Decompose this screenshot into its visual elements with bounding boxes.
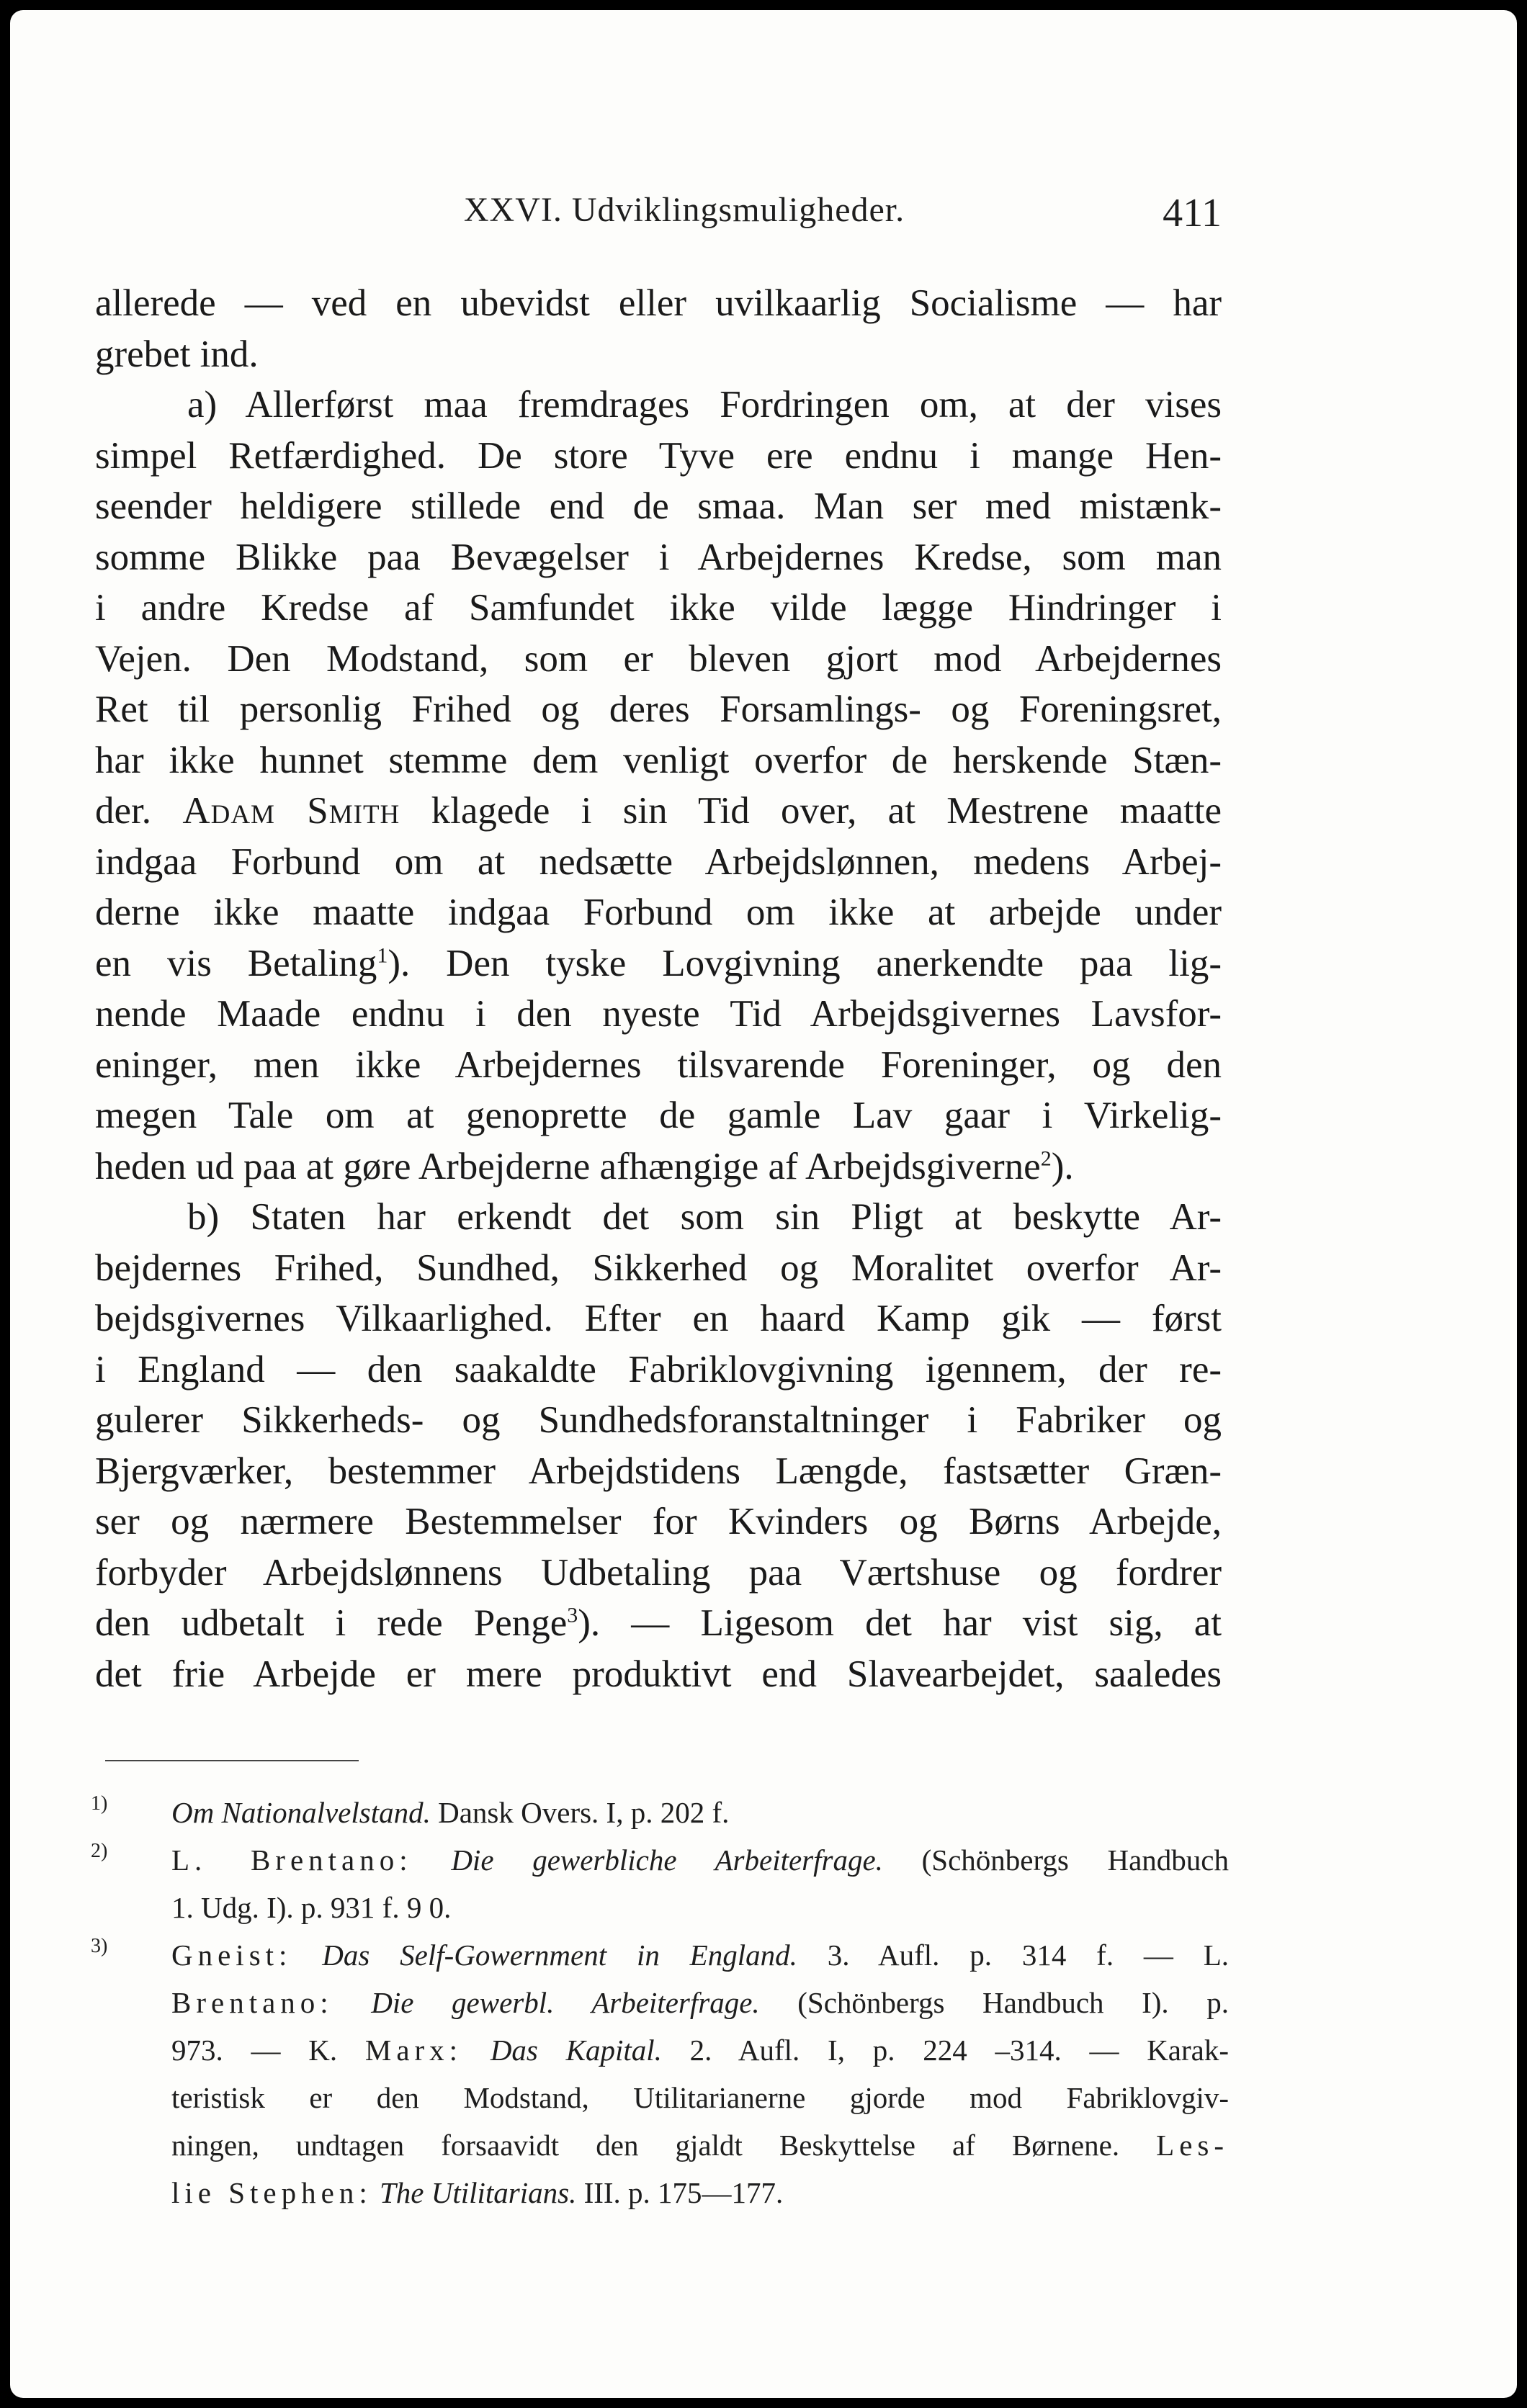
footnote-ref: 1 (377, 943, 388, 967)
text-line: somme Blikke paa Bevægelser i Arbejdernes Kredse, som man (95, 536, 1222, 578)
footnote-line: 1. Udg. I). p. 931 f. 9 0. (171, 1891, 452, 1924)
text-line: gulerer Sikkerheds- og Sundhedsforanstaltninger i Fabriker og (95, 1399, 1222, 1441)
text-line: eninger, men ikke Arbejdernes tilsvarende Foreninger, og den (95, 1043, 1222, 1086)
text-line: i andre Kredse af Samfundet ikke vilde lægge Hindringer i (95, 587, 1222, 629)
text-fragment: heden ud paa at gøre Arbejderne afhængige af Arbejdsgiverne (95, 1145, 1041, 1187)
footnote-line (171, 1789, 1229, 1836)
running-head (104, 190, 1222, 241)
body-text (95, 278, 1222, 1699)
text-line: i England — den saakaldte Fabriklovgivning igennem, der re- (95, 1348, 1222, 1391)
footnote-ref: 2 (1040, 1146, 1052, 1170)
text-line (95, 1598, 1222, 1649)
footnote-ref: 3 (567, 1603, 578, 1627)
book-title: Das Self-Gowernment in England. (322, 1938, 797, 1972)
author-name: Gneist: (171, 1938, 292, 1972)
book-title: Om Nationalvelstand. (171, 1796, 431, 1829)
footnote-mark: 1) (91, 1792, 108, 1815)
text-fragment: der. (95, 790, 151, 832)
text-line: grebet ind. (95, 333, 259, 375)
text-fragment: Dansk Overs. I, p. 202 f. (438, 1796, 730, 1829)
text-line (95, 938, 1222, 989)
book-title: Das Kapital. (490, 2034, 662, 2067)
footnote-3 (91, 1931, 1229, 2216)
author-name: Marx: (364, 2034, 463, 2067)
text-line: Ret til personlig Frihed og deres Forsamlings- og Foreningsret, (95, 688, 1222, 730)
text-fragment: ). (1051, 1145, 1074, 1187)
footnote-1 (91, 1789, 1229, 1836)
text-line: allerede — ved en ubevidst eller uvilkaarlig Socialisme — har (95, 282, 1222, 324)
footnote-line (171, 1931, 1229, 1979)
text-fragment: ). — Ligesom det har vist sig, at (578, 1602, 1222, 1644)
page-number: 411 (1163, 191, 1222, 235)
text-line: derne ikke maatte indgaa Forbund om ikke at arbejde under (95, 891, 1222, 933)
book-title: Die gewerbl. Arbeiterfrage. (371, 1986, 760, 2019)
text-fragment: (Schönbergs Handbuch (921, 1843, 1230, 1877)
book-title: Die gewerbliche Arbeiterfrage. (451, 1843, 883, 1877)
text-fragment: klagede i sin Tid over, at Mestrene maatte (431, 790, 1222, 832)
footnote-line (171, 2026, 1229, 2074)
text-line: Bjergværker, bestemmer Arbejdstidens Længde, fastsætter Græn- (95, 1450, 1222, 1492)
text-line: Vejen. Den Modstand, som er bleven gjort mod Arbejdernes (95, 637, 1222, 680)
text-line: indgaa Forbund om at nedsætte Arbejdslønnen, medens Arbej- (95, 840, 1222, 883)
text-line: har ikke hunnet stemme dem venligt overfor de herskende Stæn- (95, 739, 1222, 781)
text-line: ser og nærmere Bestemmelser for Kvinders og Børns Arbejde, (95, 1501, 1222, 1542)
text-line (95, 786, 1222, 837)
footnote-line (171, 1979, 1229, 2026)
text-line: bejdsgivernes Vilkaarlighed. Efter en haard Kamp gik — først (95, 1298, 1222, 1339)
footnotes (91, 1789, 1229, 2216)
footnote-mark: 2) (91, 1840, 108, 1862)
text-line (95, 1141, 1222, 1192)
text-fragment: 3. Aufl. p. 314 f. — L. (827, 1938, 1230, 1972)
book-title: The Utilitarians. (379, 2176, 577, 2209)
text-fragment: III. p. 175—177. (583, 2176, 784, 2209)
footnote-rule (105, 1760, 359, 1761)
text-fragment: en vis Betaling (95, 942, 377, 984)
paragraph-b-start: b) Staten har erkendt det som sin Pligt at beskytte Ar- (187, 1196, 1222, 1238)
author-name: Adam Smith (182, 790, 400, 832)
chapter-title: XXVI. Udviklingsmuligheder. (463, 191, 905, 229)
text-fragment: ). Den tyske Lovgivning anerkendte paa lig- (388, 942, 1222, 984)
text-fragment: 2. Aufl. I, p. 224 –314. — Karak- (689, 2034, 1230, 2067)
text-fragment: ningen, undtagen forsaavidt den gjaldt Beskyttelse af Børnene. (171, 2129, 1120, 2162)
text-line: det frie Arbejde er mere produktivt end Slavearbejdet, saaledes (95, 1653, 1222, 1695)
author-name: L. Brentano: (171, 1843, 413, 1877)
author-name: lie Stephen: (171, 2176, 372, 2209)
text-fragment: 973. — K. (171, 2034, 338, 2067)
footnote-line (171, 2169, 1229, 2216)
text-line: seender heldigere stillede end de smaa. Man ser med mistænk- (95, 485, 1222, 527)
text-fragment: den udbetalt i rede Penge (95, 1602, 568, 1644)
footnote-line: teristisk er den Modstand, Utilitarianerne gjorde mod Fabriklovgiv- (171, 2081, 1229, 2114)
paragraph-a-start: a) Allerførst maa fremdrages Fordringen om, at der vises (187, 384, 1222, 426)
author-name: Brentano: (171, 1986, 333, 2019)
text-line: megen Tale om at genoprette de gamle Lav gaar i Virkelig- (95, 1095, 1222, 1136)
book-page (10, 10, 1517, 2398)
footnote-line (171, 1836, 1229, 1884)
text-line: simpel Retfærdighed. De store Tyve ere endnu i mange Hen- (95, 434, 1222, 477)
text-line: bejdernes Frihed, Sundhed, Sikkerhed og Moralitet overfor Ar- (95, 1246, 1222, 1289)
text-line: forbyder Arbejdslønnens Udbetaling paa Værtshuse og fordrer (95, 1551, 1222, 1594)
footnote-mark: 3) (91, 1935, 108, 1957)
footnote-2 (91, 1836, 1229, 1931)
text-fragment: (Schönbergs Handbuch I). p. (797, 1986, 1229, 2019)
footnote-line (171, 2121, 1229, 2169)
text-line: nende Maade endnu i den nyeste Tid Arbejdsgivernes Lavsfor- (95, 993, 1222, 1035)
author-name: Les- (1156, 2129, 1230, 2162)
